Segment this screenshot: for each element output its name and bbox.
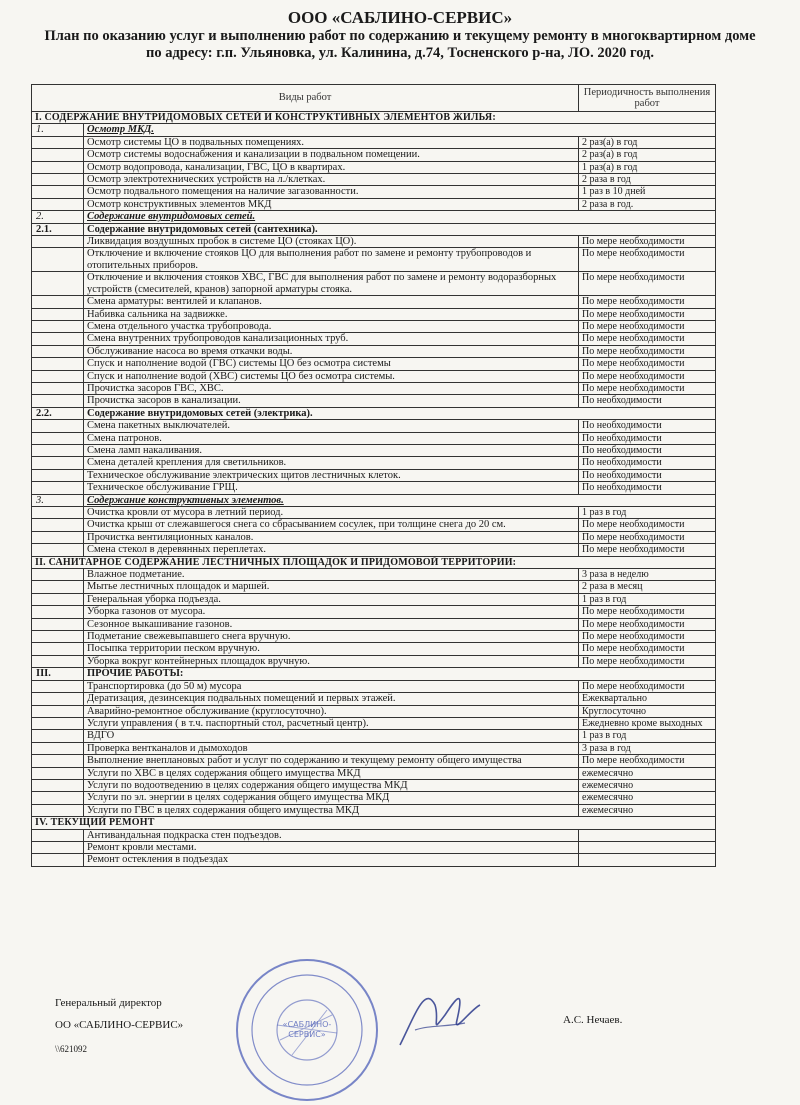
work-periodicity [579, 854, 716, 866]
row-number-cell [32, 655, 84, 667]
work-description: Осмотр электротехнических устройств на л./клетках. [84, 174, 579, 186]
work-periodicity: 1 раз в год [579, 593, 716, 605]
work-periodicity: По мере необходимости [579, 358, 716, 370]
table-row [32, 779, 716, 791]
work-description: Посыпка территории песком вручную. [84, 643, 579, 655]
company-name: ООО «САБЛИНО-СЕРВИС» [287, 8, 513, 27]
work-description: Спуск и наполнение водой (ХВС) системы ЦО без осмотра системы. [84, 370, 579, 382]
work-description: Дератизация, дезинсекция подвальных помещений и первых этажей. [84, 693, 579, 705]
work-periodicity: ежемесячно [579, 779, 716, 791]
table-row [32, 174, 716, 186]
row-number-cell [32, 370, 84, 382]
row-number-cell [32, 693, 84, 705]
table-row [32, 382, 716, 394]
table-row [32, 593, 716, 605]
table-row [32, 717, 716, 729]
subsection-title: Содержание конструктивных элементов. [84, 494, 716, 506]
work-description: Смена арматуры: вентилей и клапанов. [84, 296, 579, 308]
row-number-cell [32, 643, 84, 655]
work-description: Прочистка вентиляционных каналов. [84, 531, 579, 543]
subsection-title: ПРОЧИЕ РАБОТЫ: [84, 668, 716, 680]
document-title: План по оказанию услуг и выполнению работ по содержанию и текущему ремонту в многоквартирном доме по адресу: г.п. Ульяновка, ул. Калинина, д.74, Тосненского р-на, ЛО. 2020 год. [44, 28, 756, 61]
work-periodicity: По мере необходимости [579, 345, 716, 357]
work-description: Смена стекол в деревянных переплетах. [84, 544, 579, 556]
work-periodicity: ежемесячно [579, 804, 716, 816]
svg-text:СЕРВИС»: СЕРВИС» [288, 1030, 326, 1039]
table-row [32, 149, 716, 161]
row-number-cell [32, 705, 84, 717]
work-periodicity: 2 раза в месяц [579, 581, 716, 593]
work-periodicity: Ежеквартально [579, 693, 716, 705]
work-description: Спуск и наполнение водой (ГВС) системы ЦО без осмотра системы [84, 358, 579, 370]
work-periodicity: По мере необходимости [579, 519, 716, 531]
table-row [32, 420, 716, 432]
table-row [32, 755, 716, 767]
work-description: Осмотр системы водоснабжения и канализации в подвальном помещении. [84, 149, 579, 161]
works-plan-table [31, 84, 716, 867]
work-periodicity: По мере необходимости [579, 606, 716, 618]
table-row [32, 161, 716, 173]
row-number-cell [32, 444, 84, 456]
signature [395, 975, 485, 1055]
work-periodicity: По необходимости [579, 457, 716, 469]
work-description: Услуги по эл. энергии в целях содержания общего имущества МКД [84, 792, 579, 804]
work-periodicity: 1 раз(а) в год [579, 161, 716, 173]
column-header-work: Виды работ [32, 85, 579, 112]
work-description: Услуги по ХВС в целях содержания общего имущества МКД [84, 767, 579, 779]
subsection-title: Осмотр МКД. [84, 124, 716, 136]
work-periodicity: По мере необходимости [579, 680, 716, 692]
row-number-cell [32, 717, 84, 729]
work-periodicity: По мере необходимости [579, 236, 716, 248]
table-row [32, 296, 716, 308]
row-number: 2.1. [32, 223, 84, 235]
table-row [32, 198, 716, 210]
work-description: Прочистка засоров ГВС, ХВС. [84, 382, 579, 394]
work-periodicity: Круглосуточно [579, 705, 716, 717]
subsection-row [32, 494, 716, 506]
table-row [32, 186, 716, 198]
table-row [32, 544, 716, 556]
table-body [32, 112, 716, 867]
work-description: Сезонное выкашивание газонов. [84, 618, 579, 630]
work-periodicity: По мере необходимости [579, 655, 716, 667]
row-number-cell [32, 606, 84, 618]
row-number-cell [32, 333, 84, 345]
work-description: Осмотр водопровода, канализации, ГВС, ЦО в квартирах. [84, 161, 579, 173]
work-periodicity [579, 841, 716, 853]
table-row [32, 136, 716, 148]
table-row [32, 507, 716, 519]
row-number: 2. [32, 211, 84, 223]
row-number: III. [32, 668, 84, 680]
subsection-title: Содержание внутридомовых сетей. [84, 211, 716, 223]
table-row [32, 370, 716, 382]
row-number-cell [32, 482, 84, 494]
work-periodicity: По мере необходимости [579, 618, 716, 630]
work-periodicity: По необходимости [579, 432, 716, 444]
table-row [32, 643, 716, 655]
row-number-cell [32, 320, 84, 332]
work-periodicity: По необходимости [579, 482, 716, 494]
row-number-cell [32, 395, 84, 407]
table-row [32, 272, 716, 296]
work-description: Смена ламп накаливания. [84, 444, 579, 456]
row-number-cell [32, 829, 84, 841]
work-periodicity: По мере необходимости [579, 333, 716, 345]
table-row [32, 693, 716, 705]
table-row [32, 333, 716, 345]
work-periodicity: По мере необходимости [579, 544, 716, 556]
work-description: Аварийно-ремонтное обслуживание (круглосуточно). [84, 705, 579, 717]
work-description: Услуги управления ( в т.ч. паспортный стол, расчетный центр). [84, 717, 579, 729]
table-row [32, 606, 716, 618]
table-header-row [32, 85, 716, 112]
subsection-heading-row [32, 407, 716, 419]
work-periodicity: 1 раз в год [579, 507, 716, 519]
subsection-title: Содержание внутридомовых сетей (сантехника). [84, 223, 716, 235]
subsection-title: Содержание внутридомовых сетей (электрика). [84, 407, 716, 419]
work-description: Смена деталей крепления для светильников. [84, 457, 579, 469]
table-row [32, 345, 716, 357]
work-periodicity: 1 раз в 10 дней [579, 186, 716, 198]
table-row [32, 829, 716, 841]
row-number-cell [32, 345, 84, 357]
work-description: Отключение и включение стояков ЦО для выполнения работ по замене и ремонту трубопроводов и отопительных приборов. [84, 248, 579, 272]
row-number-cell [32, 519, 84, 531]
table-row [32, 804, 716, 816]
table-row [32, 569, 716, 581]
work-description: Уборка газонов от мусора. [84, 606, 579, 618]
svg-text:«САБЛИНО-: «САБЛИНО- [282, 1020, 332, 1029]
row-number-cell [32, 507, 84, 519]
table-row [32, 457, 716, 469]
row-number-cell [32, 854, 84, 866]
row-number-cell [32, 841, 84, 853]
row-number-cell [32, 296, 84, 308]
work-periodicity: ежемесячно [579, 767, 716, 779]
table-row [32, 320, 716, 332]
work-periodicity: ежемесячно [579, 792, 716, 804]
work-description: Осмотр конструктивных элементов МКД [84, 198, 579, 210]
row-number-cell [32, 186, 84, 198]
row-number-cell [32, 792, 84, 804]
table-row [32, 730, 716, 742]
work-description: Обслуживание насоса во время откачки воды. [84, 345, 579, 357]
row-number-cell [32, 382, 84, 394]
work-periodicity: 3 раза в год [579, 742, 716, 754]
section-title: II. САНИТАРНОЕ СОДЕРЖАНИЕ ЛЕСТНИЧНЫХ ПЛОЩАДОК И ПРИДОМОВОЙ ТЕРРИТОРИИ: [32, 556, 716, 568]
work-description: Прочистка засоров в канализации. [84, 395, 579, 407]
column-header-period: Периодичность выполнения работ [579, 85, 716, 112]
work-description: Очистка крыш от слежавшегося снега со сбрасыванием сосулек, при толщине снега до 20 см. [84, 519, 579, 531]
work-periodicity: По мере необходимости [579, 643, 716, 655]
work-periodicity: По мере необходимости [579, 370, 716, 382]
table-row [32, 680, 716, 692]
table-row [32, 432, 716, 444]
table-row [32, 236, 716, 248]
work-description: ВДГО [84, 730, 579, 742]
table-row [32, 482, 716, 494]
work-description: Отключение и включения стояков ХВС, ГВС для выполнения работ по замене и ремонту водоразборных устройств (смесителей, кранов) запорной арматуры стояка. [84, 272, 579, 296]
subsection-row [32, 211, 716, 223]
table-row [32, 469, 716, 481]
work-description: Услуги по ГВС в целях содержания общего имущества МКД [84, 804, 579, 816]
work-description: Выполнение внеплановых работ и услуг по содержанию и текущему ремонту общего имущества [84, 755, 579, 767]
table-row [32, 519, 716, 531]
work-description: Набивка сальника на задвижке. [84, 308, 579, 320]
row-number-cell [32, 544, 84, 556]
work-description: Уборка вокруг контейнерных площадок вручную. [84, 655, 579, 667]
table-row [32, 767, 716, 779]
work-periodicity: 2 раз(а) в год [579, 149, 716, 161]
table-row [32, 581, 716, 593]
row-number-cell [32, 755, 84, 767]
subsection-heading-row [32, 668, 716, 680]
row-number: 1. [32, 124, 84, 136]
work-periodicity: По мере необходимости [579, 320, 716, 332]
table-row [32, 792, 716, 804]
work-description: Ремонт кровли местами. [84, 841, 579, 853]
work-periodicity: По необходимости [579, 420, 716, 432]
work-description: Осмотр системы ЦО в подвальных помещениях. [84, 136, 579, 148]
row-number-cell [32, 469, 84, 481]
work-description: Техническое обслуживание электрических щитов лестничных клеток. [84, 469, 579, 481]
work-description: Смена пакетных выключателей. [84, 420, 579, 432]
work-periodicity: По мере необходимости [579, 631, 716, 643]
work-periodicity: 2 раза в год [579, 174, 716, 186]
row-number: 2.2. [32, 407, 84, 419]
work-periodicity: 3 раза в неделю [579, 569, 716, 581]
row-number-cell [32, 420, 84, 432]
row-number-cell [32, 767, 84, 779]
row-number-cell [32, 308, 84, 320]
row-number-cell [32, 457, 84, 469]
row-number-cell [32, 432, 84, 444]
work-description: Генеральная уборка подъезда. [84, 593, 579, 605]
work-description: Влажное подметание. [84, 569, 579, 581]
work-description: Очистка кровли от мусора в летний период. [84, 507, 579, 519]
company-stamp [232, 955, 382, 1105]
row-number-cell [32, 358, 84, 370]
work-periodicity: 2 раза в год. [579, 198, 716, 210]
section-title: I. СОДЕРЖАНИЕ ВНУТРИДОМОВЫХ СЕТЕЙ И КОНСТРУКТИВНЫХ ЭЛЕМЕНТОВ ЖИЛЬЯ: [32, 112, 716, 124]
row-number-cell [32, 581, 84, 593]
work-periodicity: По мере необходимости [579, 531, 716, 543]
table-row [32, 308, 716, 320]
work-periodicity: По необходимости [579, 444, 716, 456]
work-description: Мытье лестничных площадок и маршей. [84, 581, 579, 593]
work-periodicity: По мере необходимости [579, 272, 716, 296]
work-description: Антивандальная подкраска стен подъездов. [84, 829, 579, 841]
subsection-heading-row [32, 223, 716, 235]
signatory-organization: ОО «САБЛИНО-СЕРВИС» [55, 1019, 184, 1031]
row-number-cell [32, 198, 84, 210]
work-description: Смена внутренних трубопроводов канализационных труб. [84, 333, 579, 345]
table-row [32, 631, 716, 643]
work-periodicity: По необходимости [579, 395, 716, 407]
section-row [32, 112, 716, 124]
signatory-name: А.С. Нечаев. [563, 1014, 623, 1026]
work-description: Ликвидация воздушных пробок в системе ЦО (стояках ЦО). [84, 236, 579, 248]
row-number-cell [32, 236, 84, 248]
section-row [32, 817, 716, 829]
work-description: Осмотр подвального помещения на наличие загазованности. [84, 186, 579, 198]
work-description: Услуги по водоотведению в целях содержания общего имущества МКД [84, 779, 579, 791]
table-row [32, 841, 716, 853]
subsection-row [32, 124, 716, 136]
table-row [32, 705, 716, 717]
work-periodicity: 1 раз в год [579, 730, 716, 742]
row-number-cell [32, 618, 84, 630]
table-row [32, 742, 716, 754]
work-description: Смена патронов. [84, 432, 579, 444]
section-title: IV. ТЕКУЩИЙ РЕМОНТ [32, 817, 716, 829]
row-number-cell [32, 804, 84, 816]
work-description: Проверка вентканалов и дымоходов [84, 742, 579, 754]
table-row [32, 531, 716, 543]
row-number-cell [32, 136, 84, 148]
row-number-cell [32, 161, 84, 173]
document-code: \\621092 [55, 1044, 88, 1054]
table-row [32, 248, 716, 272]
row-number-cell [32, 248, 84, 272]
row-number-cell [32, 593, 84, 605]
work-periodicity: По мере необходимости [579, 755, 716, 767]
work-description: Транспортировка (до 50 м) мусора [84, 680, 579, 692]
row-number-cell [32, 742, 84, 754]
table-row [32, 444, 716, 456]
row-number-cell [32, 272, 84, 296]
work-periodicity: Ежедневно кроме выходных [579, 717, 716, 729]
document-header [0, 8, 800, 62]
work-periodicity: По мере необходимости [579, 308, 716, 320]
work-periodicity: По мере необходимости [579, 382, 716, 394]
work-periodicity [579, 829, 716, 841]
table-row [32, 358, 716, 370]
table-row [32, 655, 716, 667]
work-description: Смена отдельного участка трубопровода. [84, 320, 579, 332]
work-description: Техническое обслуживание ГРЩ. [84, 482, 579, 494]
row-number-cell [32, 569, 84, 581]
row-number-cell [32, 680, 84, 692]
row-number-cell [32, 531, 84, 543]
work-periodicity: По мере необходимости [579, 296, 716, 308]
section-row [32, 556, 716, 568]
work-periodicity: 2 раз(а) в год [579, 136, 716, 148]
work-periodicity: По мере необходимости [579, 248, 716, 272]
table-row [32, 618, 716, 630]
row-number-cell [32, 730, 84, 742]
row-number-cell [32, 779, 84, 791]
work-periodicity: По необходимости [579, 469, 716, 481]
table-row [32, 854, 716, 866]
work-description: Подметание свежевыпавшего снега вручную. [84, 631, 579, 643]
signatory-position: Генеральный директор [55, 997, 162, 1009]
row-number-cell [32, 631, 84, 643]
table-row [32, 395, 716, 407]
row-number-cell [32, 174, 84, 186]
row-number: 3. [32, 494, 84, 506]
row-number-cell [32, 149, 84, 161]
work-description: Ремонт остекления в подъездах [84, 854, 579, 866]
